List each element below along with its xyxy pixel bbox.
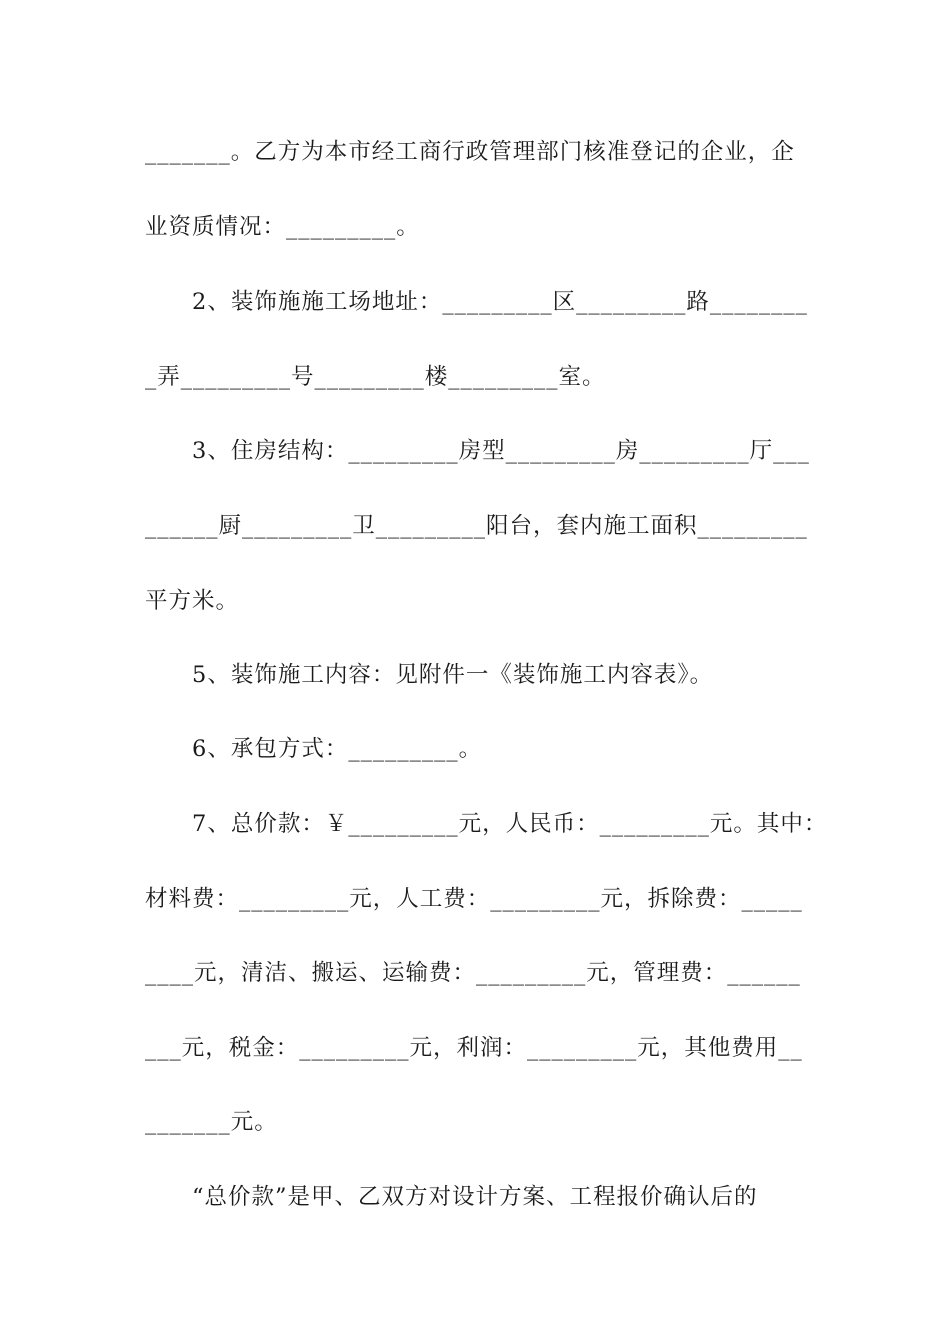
text-line-6: ______厨_________卫_________阳台，套内施工面积_________ (145, 513, 808, 539)
text-line-1: _______。乙方为本市经工商行政管理部门核准登记的企业，企 (145, 139, 795, 165)
text-line-4: _弄_________号_________楼_________室。 (145, 364, 606, 390)
text-line-13: ___元，税金：_________元，利润：_________元，其他费用__ (145, 1035, 803, 1061)
text-line-15: “总价款”是甲、乙双方对设计方案、工程报价确认后的 (145, 1184, 758, 1210)
text-line-8: 5、装饰施工内容：见附件一《装饰施工内容表》。 (145, 662, 714, 688)
text-line-2: 业资质情况：_________。 (145, 214, 420, 240)
text-line-7: 平方米。 (145, 588, 240, 614)
text-line-14: _______元。 (145, 1109, 278, 1135)
text-line-9: 6、承包方式：_________。 (145, 736, 483, 762)
text-line-12: ____元，清洁、搬运、运输费：_________元，管理费：______ (145, 960, 801, 986)
text-line-3: 2、装饰施施工场地址：_________区_________路________ (145, 289, 808, 315)
text-line-10: 7、总价款：￥_________元，人民币：_________元。其中： (145, 811, 828, 837)
text-line-5: 3、住房结构：_________房型_________房_________厅___ (145, 438, 810, 464)
text-line-11: 材料费：_________元，人工费：_________元，拆除费：_____ (145, 886, 803, 912)
